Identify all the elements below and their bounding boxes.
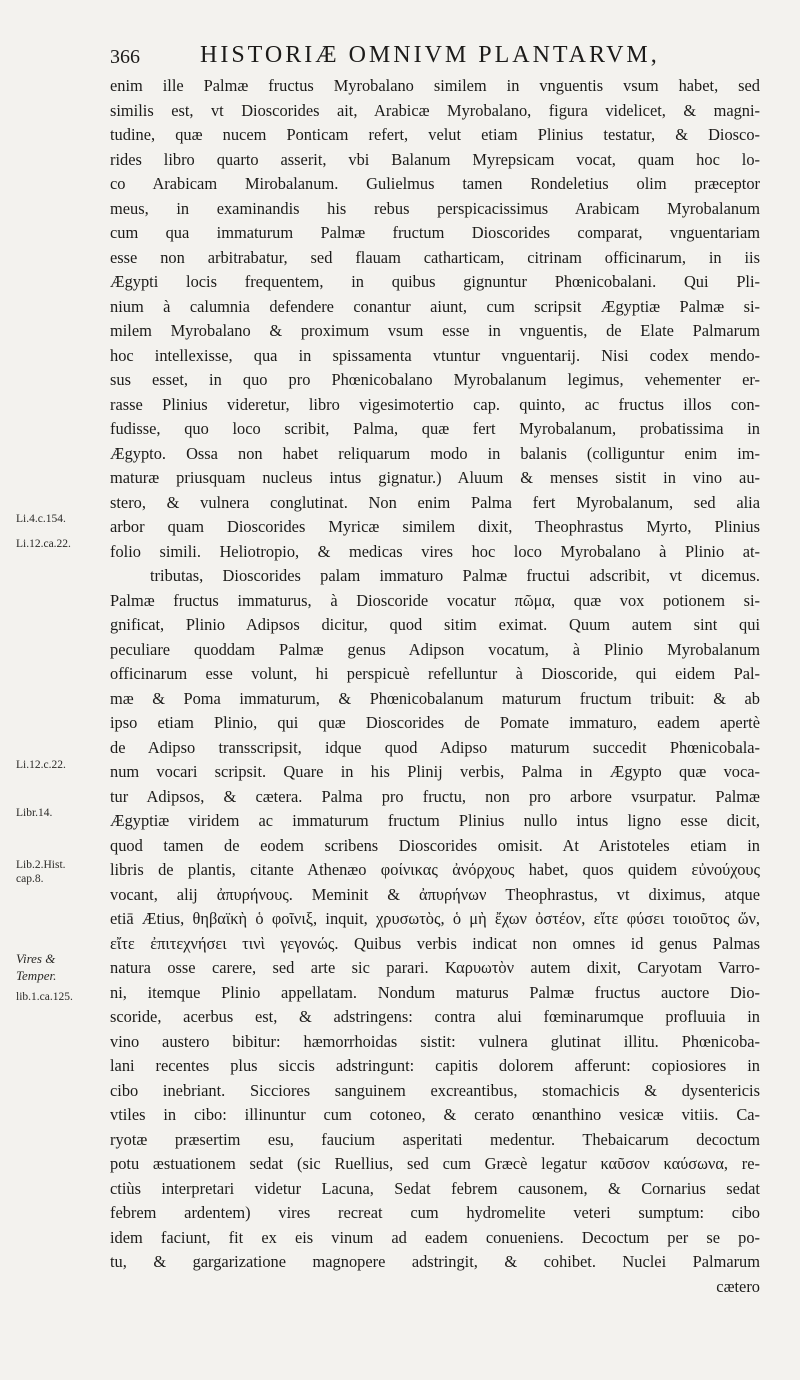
running-head: HISTORIÆ OMNIVM PLANTARVM, xyxy=(200,42,660,68)
text-line: nium à calumnia defendere conantur aiunt, cum scripsit Ægyptiæ Palmæ si- xyxy=(110,296,760,316)
text-line: Ægypto. Ossa non habet reliquarum modo in balanis (colliguntur enim im- xyxy=(110,443,760,463)
text-line: etiā Ætius, θηβαϊκὴ ὁ φοῖνιξ, inquit, χρυσωτὸς, ὁ μὴ ἔχων ὀστέον, εἴτε φύσει τοιοῦτος ὤν, xyxy=(110,909,760,928)
text-line: tur Adipsos, & cætera. Palma pro fructu, non pro arbore vsurpatur. Palmæ xyxy=(110,786,760,806)
margin-note: Libr.14. xyxy=(16,807,53,819)
page-number: 366 xyxy=(110,46,140,68)
text-line: quod tamen de eodem scribens Dioscorides omisit. At Aristoteles etiam in xyxy=(110,835,760,855)
text-line: ctiùs interpretari videtur Lacuna, Sedat febrem causonem, & Cornarius sedat xyxy=(110,1178,760,1198)
text-line: co Arabicam Mirobalanum. Gulielmus tamen Rondeletius olim præceptor xyxy=(110,174,760,193)
text-line: rides libro quarto asserit, vbi Balanum Myrepsicam vocat, quam hoc lo- xyxy=(110,149,760,169)
text-line: idem faciunt, fit ex eis vinum ad eadem conueniens. Decoctum per se po- xyxy=(110,1227,760,1247)
text-line: milem Myrobalano & proximum vsum esse in vnguentis, de Elate Palmarum xyxy=(110,321,760,340)
text-line: tudine, quæ nucem Ponticam refert, velut etiam Plinius testatur, & Diosco- xyxy=(110,125,760,144)
text-line: ipso etiam Plinio, qui quæ Dioscorides de Pomate immaturo, eadem apertè xyxy=(110,713,760,732)
text-line: vtiles in cibo: illinuntur cum cotoneo, & cerato œnanthino vesicæ vitiis. Ca- xyxy=(110,1105,760,1124)
text-line: Ægyptiæ viridem ac immaturum fructum Plinius nullo intus ligno esse dicit, xyxy=(110,811,760,830)
text-line: stero, & vulnera conglutinat. Non enim Palma fert Myrobalanum, sed alia xyxy=(110,492,760,512)
text-line: de Adipso transscripsit, idque quod Adipso maturum succedit Phœnicobala- xyxy=(110,737,760,757)
text-line: gnificat, Plinio Adipsos dicitur, quod sitim eximat. Quum autem sint qui xyxy=(110,615,760,634)
margin-note: Vires & Temper. xyxy=(16,951,57,983)
text-line: tributas, Dioscorides palam immaturo Palmæ fructui adscribit, vt dicemus. xyxy=(150,566,760,585)
text-line: ryotæ præsertim esu, faucium asperitati medentur. Thebaicarum decoctum xyxy=(110,1129,760,1149)
text-line: num vocari scripsit. Quare in his Plinij verbis, Palma in Ægypto quæ voca- xyxy=(110,762,760,781)
text-line: peculiare quoddam Palmæ genus Adipson vocatum, à Plinio Myrobalanum xyxy=(110,639,760,659)
text-line: similis est, vt Dioscorides ait, Arabicæ Myrobalano, figura videlicet, & magni- xyxy=(110,100,760,120)
text-line: febrem ardentem) vires recreat cum hydromelite veteri sumptum: cibo xyxy=(110,1203,760,1222)
text-line: enim ille Palmæ fructus Myrobalano similem in vnguentis vsum habet, sed xyxy=(110,76,760,95)
text-line: arbor quam Dioscorides Myricæ similem dixit, Theophrastus Myrto, Plinius xyxy=(110,517,760,536)
text-line: Palmæ fructus immaturus, à Dioscoride vocatur πῶμα, quæ vox potionem si- xyxy=(110,590,760,610)
margin-note: Li.12.c.22. xyxy=(16,759,66,771)
margin-note: lib.1.ca.125. xyxy=(16,991,73,1003)
text-line: tu, & gargarizatione magnopere adstringit, & cohibet. Nuclei Palmarum xyxy=(110,1252,760,1271)
text-line: mæ & Poma immaturum, & Phœnicobalanum maturum fructum tribuit: & ab xyxy=(110,688,760,708)
text-line: scoride, acerbus est, & adstringens: contra alui fœminarumque profluuia in xyxy=(110,1007,760,1026)
text-line: rasse Plinius videretur, libro vigesimotertio cap. quinto, ac fructus illos con- xyxy=(110,394,760,414)
catchword: cætero xyxy=(716,1276,760,1296)
page-header xyxy=(110,42,750,74)
margin-note: Li.4.c.154. xyxy=(16,513,66,525)
text-line: officinarum esse volunt, hi perspicuè refelluntur à Dioscoride, qui eidem Pal- xyxy=(110,664,760,683)
text-line: vino austero bibitur: hæmorrhoidas sistit: vulnera glutinat illitu. Phœnicoba- xyxy=(110,1031,760,1051)
text-line: εἴτε ἐπιτεχνήσει τινὶ γεγονώς. Quibus verbis indicat non omnes id genus Palmas xyxy=(110,933,760,953)
text-line: ni, itemque Plinio appellatam. Nondum maturus Palmæ fructus auctore Dio- xyxy=(110,982,760,1002)
text-line: natura osse carere, sed arte sic parari. Καρυωτὸν autem dixit, Caryotam Varro- xyxy=(110,958,760,977)
margin-note: Li.12.ca.22. xyxy=(16,538,71,550)
text-line: esse non arbitrabatur, sed flauam catharticam, citrinam officinarum, in iis xyxy=(110,247,760,267)
text-line: potu æstuationem sedat (sic Ruellius, sed cum Græcè legatur καῦσον καύσωνα, re- xyxy=(110,1154,760,1173)
text-line: lani recentes plus siccis adstringunt: capitis dolorem afferunt: copiosiores in xyxy=(110,1056,760,1075)
text-line: meus, in examinandis his rebus perspicacissimus Arabicam Myrobalanum xyxy=(110,198,760,218)
text-line: fudisse, quo loco scribit, Palma, quæ fert Myrobalanum, probatissima in xyxy=(110,419,760,438)
text-line: Ægypti locis frequentem, in quibus gignuntur Phœnicobalani. Qui Pli- xyxy=(110,272,760,291)
text-line: sus esset, in quo pro Phœnicobalano Myrobalanum legimus, vehementer er- xyxy=(110,370,760,389)
text-line: folio simili. Heliotropio, & medicas vires hoc loco Myrobalano à Plinio at- xyxy=(110,541,760,561)
text-line: hoc intellexisse, qua in spissamenta vtuntur vnguentarij. Nisi codex mendo- xyxy=(110,345,760,365)
text-line: libris de plantis, citante Athenæo φοίνικας ἀνόρχους habet, quos quidem εὐνούχους xyxy=(110,860,760,879)
text-line: cibo inebriant. Sicciores sanguinem excreantibus, stomachicis & dysentericis xyxy=(110,1080,760,1100)
text-line: vocant, alij ἀπυρήνους. Meminit & ἀπυρήνων Theophrastus, vt diximus, atque xyxy=(110,884,760,904)
margin-note: Lib.2.Hist. cap.8. xyxy=(16,859,66,885)
text-line: cum qua immaturum Palmæ fructum Dioscorides comparat, vnguentariam xyxy=(110,223,760,242)
body-text xyxy=(110,74,760,1299)
text-line: maturæ priusquam nucleus intus gignatur.) Aluum & menses sistit in vino au- xyxy=(110,468,760,487)
